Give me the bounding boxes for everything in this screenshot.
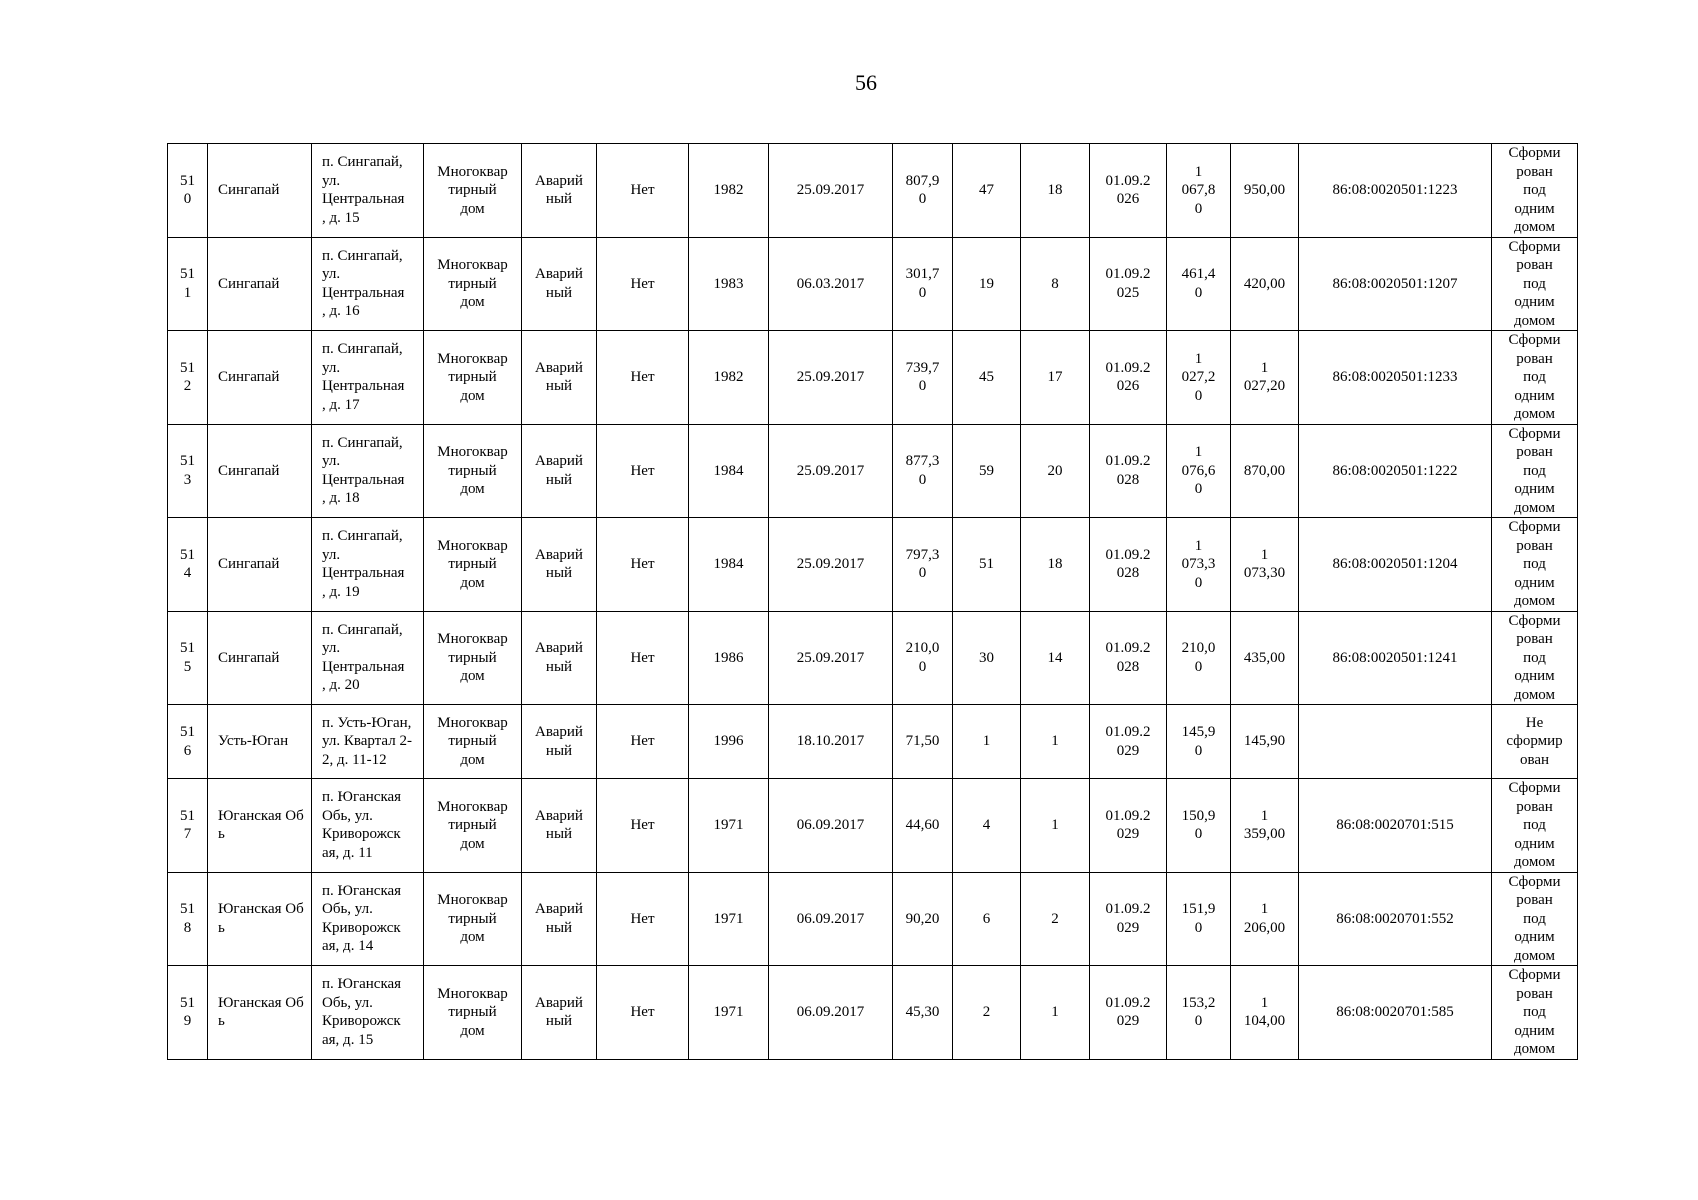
cell-number: 51 3 [168, 424, 208, 518]
table-row [168, 966, 1578, 1060]
cell-date: 06.09.2017 [769, 779, 893, 873]
cell-area: 210,0 0 [893, 611, 953, 705]
cell-residents: 45 [953, 331, 1021, 425]
cell-settlement: Сингапай [208, 237, 312, 331]
cell-deadline: 01.09.2 029 [1090, 872, 1167, 966]
cell-area-total: 150,9 0 [1167, 779, 1231, 873]
cell-cadastral-number: 86:08:0020701:515 [1299, 779, 1492, 873]
cell-flag: Нет [597, 144, 689, 238]
cell-area-total: 210,0 0 [1167, 611, 1231, 705]
cell-settlement: Сингапай [208, 331, 312, 425]
cell-deadline: 01.09.2 026 [1090, 331, 1167, 425]
cell-residents: 6 [953, 872, 1021, 966]
cell-deadline: 01.09.2 028 [1090, 424, 1167, 518]
cell-land-status: Сформи рован под одним домом [1492, 872, 1578, 966]
cell-amount: 950,00 [1231, 144, 1299, 238]
cell-number: 51 7 [168, 779, 208, 873]
cell-address: п. Сингапай, ул. Центральная , д. 18 [312, 424, 424, 518]
cell-cadastral-number: 86:08:0020501:1223 [1299, 144, 1492, 238]
cell-units: 2 [1021, 872, 1090, 966]
cell-building-type: Многоквар тирный дом [424, 705, 522, 779]
cell-deadline: 01.09.2 028 [1090, 611, 1167, 705]
cell-year: 1982 [689, 144, 769, 238]
cell-settlement: Сингапай [208, 424, 312, 518]
cell-units: 1 [1021, 966, 1090, 1060]
cell-deadline: 01.09.2 028 [1090, 518, 1167, 612]
table-row [168, 611, 1578, 705]
table-row [168, 144, 1578, 238]
cell-building-type: Многоквар тирный дом [424, 966, 522, 1060]
cell-condition: Аварий ный [522, 518, 597, 612]
cell-flag: Нет [597, 779, 689, 873]
cell-amount: 1 359,00 [1231, 779, 1299, 873]
cell-units: 20 [1021, 424, 1090, 518]
cell-condition: Аварий ный [522, 779, 597, 873]
cell-address: п. Юганская Обь, ул. Криворожск ая, д. 11 [312, 779, 424, 873]
table-row [168, 331, 1578, 425]
cell-area-total: 153,2 0 [1167, 966, 1231, 1060]
cell-flag: Нет [597, 518, 689, 612]
cell-cadastral-number: 86:08:0020501:1222 [1299, 424, 1492, 518]
cell-area: 90,20 [893, 872, 953, 966]
cell-date: 25.09.2017 [769, 518, 893, 612]
cell-land-status: Сформи рован под одним домом [1492, 779, 1578, 873]
cell-settlement: Юганская Обь [208, 966, 312, 1060]
cell-building-type: Многоквар тирный дом [424, 872, 522, 966]
table-row [168, 779, 1578, 873]
cell-area: 44,60 [893, 779, 953, 873]
table-row [168, 518, 1578, 612]
cell-area: 797,3 0 [893, 518, 953, 612]
cell-settlement: Сингапай [208, 144, 312, 238]
cell-flag: Нет [597, 424, 689, 518]
cell-number: 51 6 [168, 705, 208, 779]
cell-year: 1982 [689, 331, 769, 425]
cell-building-type: Многоквар тирный дом [424, 144, 522, 238]
cell-cadastral-number: 86:08:0020501:1233 [1299, 331, 1492, 425]
cell-date: 25.09.2017 [769, 611, 893, 705]
cell-date: 06.09.2017 [769, 872, 893, 966]
cell-number: 51 9 [168, 966, 208, 1060]
cell-amount: 1 027,20 [1231, 331, 1299, 425]
cell-address: п. Сингапай, ул. Центральная , д. 15 [312, 144, 424, 238]
cell-cadastral-number: 86:08:0020501:1204 [1299, 518, 1492, 612]
cell-land-status: Сформи рован под одним домом [1492, 518, 1578, 612]
cell-area: 301,7 0 [893, 237, 953, 331]
cell-condition: Аварий ный [522, 872, 597, 966]
cell-flag: Нет [597, 331, 689, 425]
cell-residents: 2 [953, 966, 1021, 1060]
cell-settlement: Юганская Обь [208, 779, 312, 873]
cell-area-total: 151,9 0 [1167, 872, 1231, 966]
cell-address: п. Сингапай, ул. Центральная , д. 20 [312, 611, 424, 705]
cell-area-total: 461,4 0 [1167, 237, 1231, 331]
cell-number: 51 8 [168, 872, 208, 966]
cell-year: 1971 [689, 966, 769, 1060]
cell-date: 25.09.2017 [769, 424, 893, 518]
cell-condition: Аварий ный [522, 424, 597, 518]
cell-land-status: Не сформир ован [1492, 705, 1578, 779]
cell-land-status: Сформи рован под одним домом [1492, 144, 1578, 238]
table-body [168, 144, 1578, 1060]
cell-area-total: 1 073,3 0 [1167, 518, 1231, 612]
cell-land-status: Сформи рован под одним домом [1492, 611, 1578, 705]
cell-amount: 1 206,00 [1231, 872, 1299, 966]
cell-flag: Нет [597, 237, 689, 331]
cell-address: п. Сингапай, ул. Центральная , д. 16 [312, 237, 424, 331]
cell-deadline: 01.09.2 029 [1090, 779, 1167, 873]
cell-flag: Нет [597, 872, 689, 966]
cell-residents: 47 [953, 144, 1021, 238]
cell-land-status: Сформи рован под одним домом [1492, 237, 1578, 331]
cell-deadline: 01.09.2 029 [1090, 966, 1167, 1060]
page-number: 56 [855, 70, 877, 95]
cell-area-total: 145,9 0 [1167, 705, 1231, 779]
cell-number: 51 4 [168, 518, 208, 612]
cell-year: 1971 [689, 872, 769, 966]
cell-address: п. Усть-Юган, ул. Квартал 2-2, д. 11-12 [312, 705, 424, 779]
cell-settlement: Юганская Обь [208, 872, 312, 966]
cell-deadline: 01.09.2 025 [1090, 237, 1167, 331]
cell-amount: 435,00 [1231, 611, 1299, 705]
cell-condition: Аварий ный [522, 966, 597, 1060]
cell-flag: Нет [597, 705, 689, 779]
cell-number: 51 1 [168, 237, 208, 331]
cell-amount: 1 104,00 [1231, 966, 1299, 1060]
cell-land-status: Сформи рован под одним домом [1492, 331, 1578, 425]
cell-building-type: Многоквар тирный дом [424, 424, 522, 518]
cell-units: 8 [1021, 237, 1090, 331]
cell-condition: Аварий ный [522, 611, 597, 705]
table-row [168, 872, 1578, 966]
cell-deadline: 01.09.2 029 [1090, 705, 1167, 779]
cell-area: 71,50 [893, 705, 953, 779]
cell-number: 51 0 [168, 144, 208, 238]
cell-amount: 145,90 [1231, 705, 1299, 779]
cell-cadastral-number: 86:08:0020501:1241 [1299, 611, 1492, 705]
cell-units: 18 [1021, 144, 1090, 238]
cell-year: 1996 [689, 705, 769, 779]
cell-flag: Нет [597, 611, 689, 705]
cell-amount: 1 073,30 [1231, 518, 1299, 612]
cell-units: 1 [1021, 779, 1090, 873]
cell-area-total: 1 027,2 0 [1167, 331, 1231, 425]
cell-residents: 1 [953, 705, 1021, 779]
cell-date: 25.09.2017 [769, 331, 893, 425]
cell-date: 25.09.2017 [769, 144, 893, 238]
cell-units: 17 [1021, 331, 1090, 425]
cell-residents: 4 [953, 779, 1021, 873]
cell-building-type: Многоквар тирный дом [424, 779, 522, 873]
cell-area-total: 1 076,6 0 [1167, 424, 1231, 518]
cell-area: 739,7 0 [893, 331, 953, 425]
cell-condition: Аварий ный [522, 705, 597, 779]
cell-settlement: Сингапай [208, 611, 312, 705]
cell-address: п. Сингапай, ул. Центральная , д. 17 [312, 331, 424, 425]
cell-settlement: Усть-Юган [208, 705, 312, 779]
cell-cadastral-number: 86:08:0020701:585 [1299, 966, 1492, 1060]
cell-units: 1 [1021, 705, 1090, 779]
cell-address: п. Юганская Обь, ул. Криворожск ая, д. 14 [312, 872, 424, 966]
table-row [168, 705, 1578, 779]
cell-land-status: Сформи рован под одним домом [1492, 424, 1578, 518]
cell-year: 1984 [689, 518, 769, 612]
cell-date: 06.03.2017 [769, 237, 893, 331]
cell-units: 18 [1021, 518, 1090, 612]
cell-flag: Нет [597, 966, 689, 1060]
cell-address: п. Юганская Обь, ул. Криворожск ая, д. 15 [312, 966, 424, 1060]
cell-area-total: 1 067,8 0 [1167, 144, 1231, 238]
cell-year: 1984 [689, 424, 769, 518]
table-row [168, 237, 1578, 331]
cell-land-status: Сформи рован под одним домом [1492, 966, 1578, 1060]
cell-residents: 30 [953, 611, 1021, 705]
cell-date: 06.09.2017 [769, 966, 893, 1060]
cell-number: 51 2 [168, 331, 208, 425]
cell-area: 45,30 [893, 966, 953, 1060]
cell-residents: 59 [953, 424, 1021, 518]
cell-cadastral-number: 86:08:0020701:552 [1299, 872, 1492, 966]
cell-number: 51 5 [168, 611, 208, 705]
cell-residents: 19 [953, 237, 1021, 331]
cell-year: 1986 [689, 611, 769, 705]
cell-year: 1971 [689, 779, 769, 873]
table-row [168, 424, 1578, 518]
cell-settlement: Сингапай [208, 518, 312, 612]
cell-area: 807,9 0 [893, 144, 953, 238]
cell-condition: Аварий ный [522, 237, 597, 331]
cell-residents: 51 [953, 518, 1021, 612]
cell-cadastral-number: 86:08:0020501:1207 [1299, 237, 1492, 331]
cell-amount: 870,00 [1231, 424, 1299, 518]
cell-building-type: Многоквар тирный дом [424, 331, 522, 425]
cell-year: 1983 [689, 237, 769, 331]
cell-address: п. Сингапай, ул. Центральная , д. 19 [312, 518, 424, 612]
cell-deadline: 01.09.2 026 [1090, 144, 1167, 238]
cell-building-type: Многоквар тирный дом [424, 237, 522, 331]
housing-registry-table [167, 143, 1578, 1060]
cell-condition: Аварий ный [522, 331, 597, 425]
cell-units: 14 [1021, 611, 1090, 705]
cell-building-type: Многоквар тирный дом [424, 518, 522, 612]
cell-condition: Аварий ный [522, 144, 597, 238]
cell-date: 18.10.2017 [769, 705, 893, 779]
cell-amount: 420,00 [1231, 237, 1299, 331]
cell-building-type: Многоквар тирный дом [424, 611, 522, 705]
cell-area: 877,3 0 [893, 424, 953, 518]
cell-cadastral-number [1299, 705, 1492, 779]
